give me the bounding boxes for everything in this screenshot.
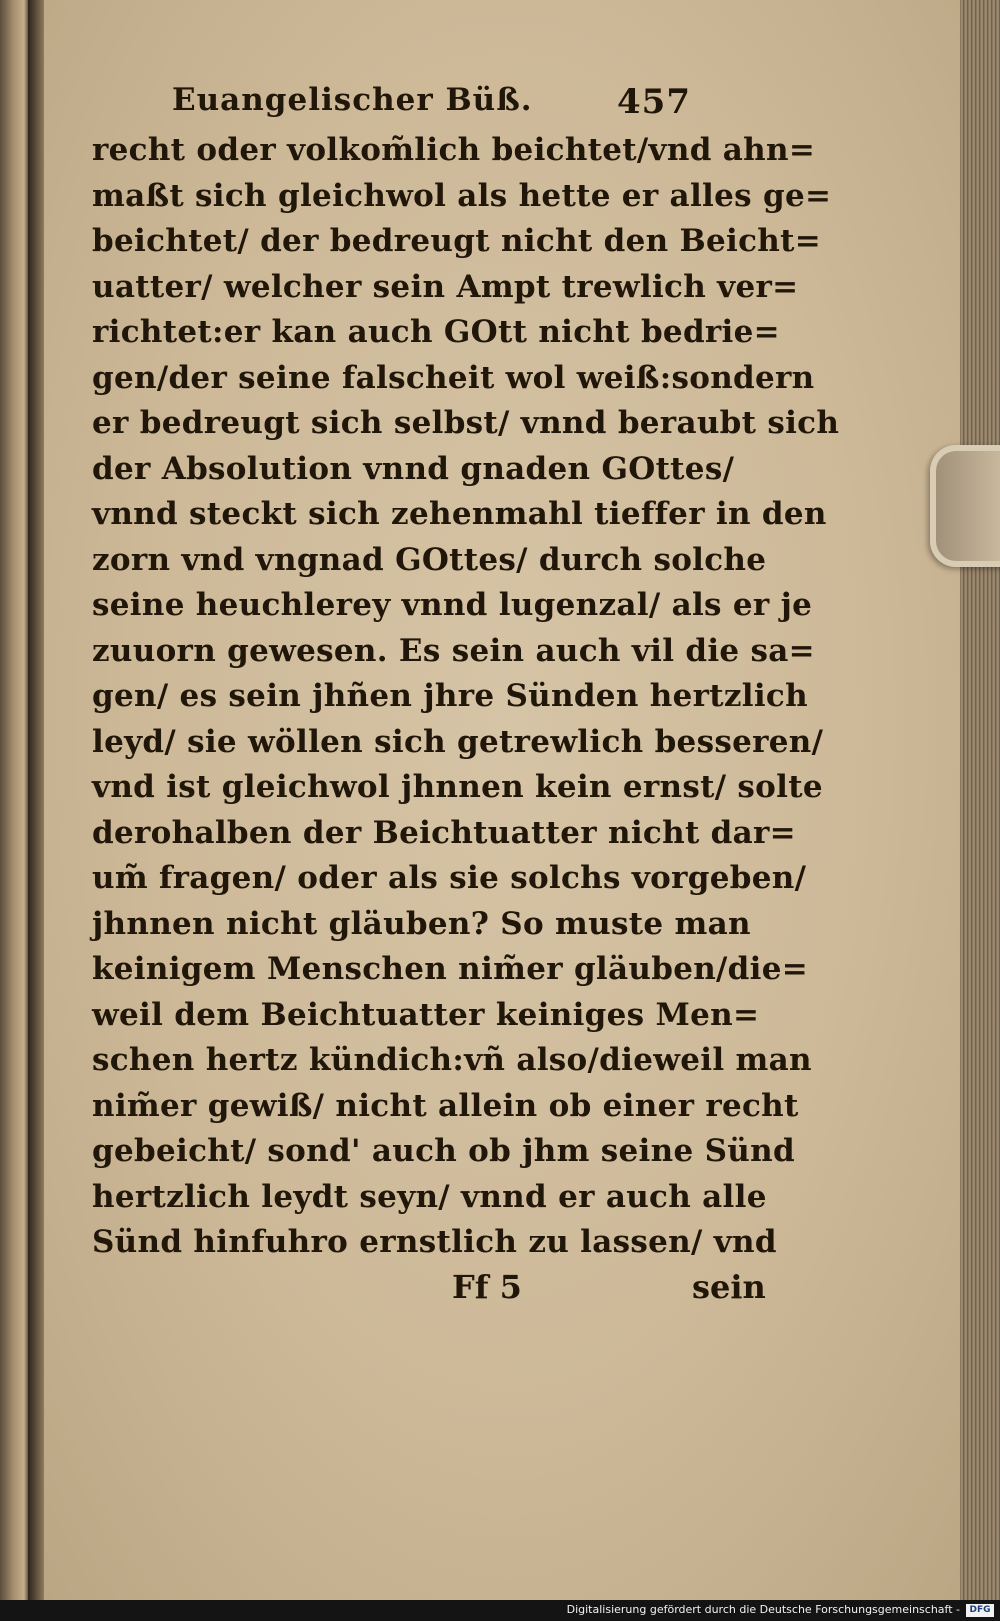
text-line: richtet:er kan auch GOtt nicht bedrie= (92, 314, 780, 350)
page-body (92, 128, 840, 1266)
text-line: vnd ist gleichwol jhnnen kein ernst/ solte (92, 769, 823, 805)
book-clasp (930, 445, 1000, 567)
text-line: maßt sich gleichwol als hette er alles ge= (92, 177, 832, 214)
text-line: vnnd steckt sich zehenmahl tieffer in den (92, 496, 827, 532)
page-header (92, 82, 772, 128)
text-line: er bedreugt sich selbst/ vnnd beraubt sich (92, 405, 840, 441)
text-line: schen hertz kündich:vñ also/dieweil man (92, 1042, 812, 1078)
page-footer (92, 1268, 772, 1314)
funding-credit: Digitalisierung gefördert durch die Deutsche Forschungsgemeinschaft - (566, 1603, 960, 1616)
text-line: leyd/ sie wöllen sich getrewlich besseren/ (92, 723, 824, 760)
text-line: Sünd hinfuhro ernstlich zu lassen/ vnd (92, 1224, 777, 1260)
text-line: gen/der seine falscheit wol weiß:sondern (92, 359, 815, 396)
previous-page-edge (0, 0, 30, 1600)
page-stack-edges (960, 0, 1000, 1600)
text-line: hertzlich leydt seyn/ vnnd er auch alle (92, 1178, 767, 1215)
page-number: 457 (617, 82, 691, 122)
text-line: seine heuchlerey vnnd lugenzal/ als er je (92, 587, 813, 623)
dfg-logo: DFG (966, 1604, 994, 1617)
text-line: um̃ fragen/ oder als sie solchs vorgeben/ (92, 860, 807, 896)
text-line: der Absolution vnnd gnaden GOttes/ (92, 450, 735, 487)
text-line: recht oder volkom̃lich beichtet/vnd ahn= (92, 132, 816, 168)
text-line: beichtet/ der bedreugt nicht den Beicht= (92, 223, 822, 259)
running-title: Euangelischer Büß. (172, 82, 533, 118)
text-line: gebeicht/ sond' auch ob jhm seine Sünd (92, 1133, 795, 1169)
page-text-block (92, 82, 840, 1314)
text-line: uatter/ welcher sein Ampt trewlich ver= (92, 268, 799, 305)
credit-bar (0, 1600, 1000, 1621)
text-line: derohalben der Beichtuatter nicht dar= (92, 814, 796, 851)
text-line: weil dem Beichtuatter keiniges Men= (92, 996, 760, 1033)
signature-mark: Ff 5 (452, 1267, 522, 1306)
catchword: sein (692, 1267, 766, 1306)
text-line: nim̃er gewiß/ nicht allein ob einer recht (92, 1087, 799, 1124)
text-line: jhnnen nicht gläuben? So muste man (92, 905, 751, 942)
text-line: keinigem Menschen nim̃er gläuben/die= (92, 951, 809, 987)
text-line: zuuorn gewesen. Es sein auch vil die sa= (92, 632, 815, 669)
text-line: zorn vnd vngnad GOttes/ durch solche (92, 541, 767, 578)
text-line: gen/ es sein jhñen jhre Sünden hertzlich (92, 678, 808, 714)
